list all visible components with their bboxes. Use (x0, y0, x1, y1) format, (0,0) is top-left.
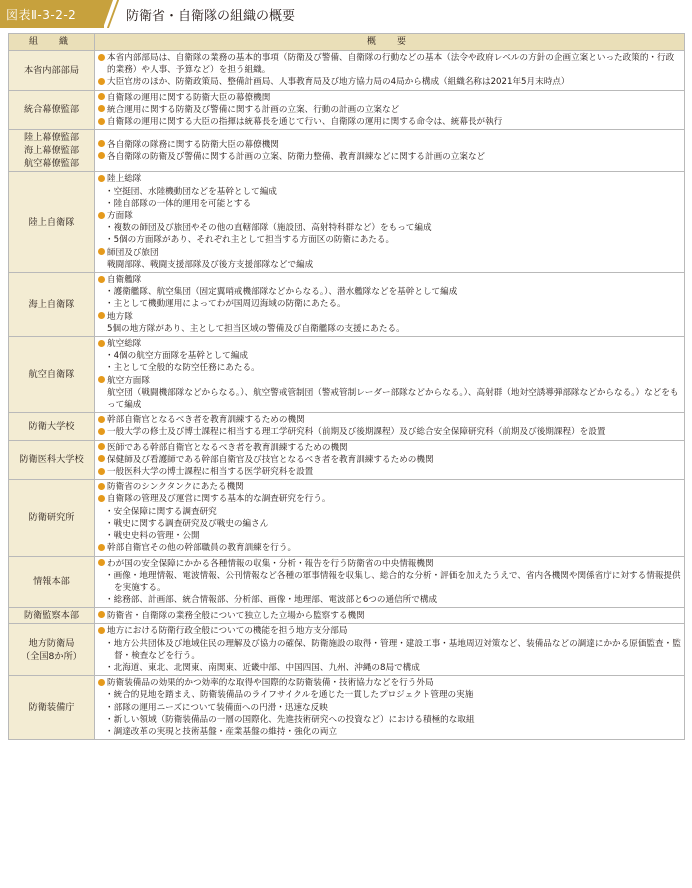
summary-cell (95, 337, 685, 413)
summary-sub-item (98, 702, 681, 714)
summary-bullet-item (98, 481, 681, 493)
summary-text (98, 259, 681, 271)
table-row (9, 51, 685, 91)
summary-cell (95, 130, 685, 172)
summary-line-text: 各自衛隊の隊務に関する防衛大臣の幕僚機関 (107, 139, 279, 150)
summary-bullet-item (98, 92, 681, 104)
table-row (9, 480, 685, 556)
summary-bullet-item (98, 466, 681, 478)
summary-line-text: 航空団（戦闘機部隊などからなる。）、航空警戒管制団（警戒管制レーダー部隊などからなる。）、高射群（地対空誘導弾部隊などからなる。）などをもって編成 (107, 387, 679, 411)
summary-line-text: 地方隊 (107, 311, 133, 322)
org-name-cell (9, 90, 95, 130)
summary-line-text: 大臣官房のほか、防衛政策局、整備計画局、人事教育局及び地方協力局の4局から構成（組織名称は2021年5月末時点） (107, 77, 570, 88)
figure-label: 図表Ⅱ-3-2-2 (0, 0, 104, 28)
bullet-dot-icon (98, 312, 105, 319)
summary-line-text: 自衛艦隊 (107, 275, 142, 286)
summary-sub-item (98, 298, 681, 310)
bullet-dot-icon (98, 544, 105, 551)
summary-cell (95, 90, 685, 130)
org-name: 防衛大学校 (28, 420, 75, 432)
summary-line-text: 一般大学の修士及び博士課程に相当する理工学研究科（前期及び後期課程）及び総合安全保障研究科（前期及び後期課程）を設置 (107, 427, 606, 438)
summary-cell (95, 676, 685, 740)
summary-sub-item (98, 638, 681, 662)
summary-cell (95, 440, 685, 480)
summary-line-text: 自衛隊の運用に関する大臣の指揮は統幕長を通じて行い、自衛隊の運用に関する命令は、統幕長が執行 (107, 117, 503, 128)
summary-line-text: 陸上総隊 (107, 174, 142, 185)
org-name: 陸上自衛隊 (28, 216, 75, 228)
summary-line-text: 地方における防衛行政全般についての機能を担う地方支分部局 (107, 626, 348, 637)
summary-line-text: ・地方公共団体及び地域住民の理解及び協力の確保、防衛施設の取得・管理・建設工事・基地周辺対策など、装備品などの調達にかかる原価監査・監督・検査などを行う。 (105, 638, 681, 661)
summary-sub-item (98, 662, 681, 674)
summary-sub-item (98, 518, 681, 530)
summary-sub-item (98, 222, 681, 234)
table-row (9, 130, 685, 172)
bullet-dot-icon (98, 468, 105, 475)
summary-sub-item (98, 570, 681, 594)
summary-bullet-item (98, 625, 681, 637)
summary-line-text: 師団及び旅団 (107, 247, 159, 258)
bullet-dot-icon (98, 78, 105, 85)
summary-bullet-item (98, 610, 681, 622)
summary-cell (95, 556, 685, 608)
summary-line-text: 防衛装備品の効果的かつ効率的な取得や国際的な防衛装備・技術協力などを行う外局 (107, 678, 434, 689)
summary-line-text: 本省内部部局は、自衛隊の業務の基本的事項（防衛及び警備、自衛隊の行動などの基本（法令や政府レベルの方針の企画立案といった政策的・行政的業務）や人事、予算など）を担う組織。 (107, 53, 675, 76)
table-header-row (9, 34, 685, 51)
summary-line-text: ・主として機動運用によってわが国周辺海域の防衛にあたる。 (105, 299, 346, 310)
summary-line-text: ・空挺団、水陸機動団などを基幹として編成 (105, 186, 277, 197)
summary-line-text: ・主として全般的な防空任務にあたる。 (105, 363, 260, 374)
summary-line-text: ・戦史に関する調査研究及び戦史の編さん (105, 518, 269, 529)
organization-table (8, 33, 685, 740)
column-header-summary: 概 要 (95, 34, 685, 51)
summary-line-text: 方面隊 (107, 211, 133, 222)
bullet-dot-icon (98, 495, 105, 502)
summary-line-text: ・調達改革の実現と技術基盤・産業基盤の維持・強化の両立 (105, 727, 338, 737)
org-name-cell (9, 556, 95, 608)
org-name-cell (9, 51, 95, 91)
org-name-cell (9, 624, 95, 676)
bullet-dot-icon (98, 443, 105, 450)
summary-line-text: ・5個の方面隊があり、それぞれ主として担当する方面区の防衛にあたる。 (105, 235, 395, 246)
summary-bullet-item (98, 151, 681, 163)
summary-line-text: ・安全保障に関する調査研究 (105, 506, 217, 517)
summary-line-text: ・戦史史料の管理・公開 (105, 531, 200, 542)
summary-cell (95, 624, 685, 676)
summary-cell (95, 51, 685, 91)
bullet-dot-icon (98, 428, 105, 435)
summary-text (98, 387, 681, 411)
summary-line-text: 一般医科大学の博士課程に相当する医学研究科を設置 (107, 467, 314, 478)
table-body (9, 51, 685, 740)
summary-cell (95, 413, 685, 440)
summary-sub-item (98, 234, 681, 246)
summary-line-text: わが国の安全保障にかかる各種情報の収集・分析・報告を行う防衛省の中央情報機関 (107, 558, 434, 569)
bullet-dot-icon (98, 483, 105, 490)
figure-title: 防衛省・自衛隊の組織の概要 (126, 8, 296, 24)
org-name-cell (9, 273, 95, 337)
org-name: 防衛装備庁 (28, 702, 75, 714)
summary-sub-item (98, 594, 681, 606)
org-name: 防衛研究所 (28, 512, 75, 524)
bullet-dot-icon (98, 416, 105, 423)
figure-header (0, 0, 692, 28)
summary-bullet-item (98, 173, 681, 185)
summary-sub-item (98, 198, 681, 210)
bullet-dot-icon (98, 376, 105, 383)
summary-cell (95, 172, 685, 273)
summary-bullet-item (98, 454, 681, 466)
summary-line-text: 幹部自衛官となるべき者を教育訓練するための機関 (107, 415, 305, 426)
summary-cell (95, 273, 685, 337)
org-name-cell (9, 440, 95, 480)
summary-bullet-item (98, 414, 681, 426)
bullet-dot-icon (98, 54, 105, 61)
org-name: 地方防衛局 （全国8か所） (21, 637, 82, 662)
bullet-dot-icon (98, 118, 105, 125)
table-row (9, 676, 685, 740)
summary-sub-item (98, 286, 681, 298)
summary-cell (95, 480, 685, 556)
bullet-dot-icon (98, 455, 105, 462)
bullet-dot-icon (98, 105, 105, 112)
summary-sub-item (98, 186, 681, 198)
summary-sub-item (98, 689, 681, 701)
summary-bullet-item (98, 442, 681, 454)
summary-cell (95, 608, 685, 624)
summary-bullet-item (98, 542, 681, 554)
org-name: 情報本部 (33, 576, 70, 588)
summary-bullet-item (98, 558, 681, 570)
bullet-dot-icon (98, 276, 105, 283)
org-name-cell (9, 130, 95, 172)
summary-bullet-item (98, 426, 681, 438)
summary-sub-item (98, 350, 681, 362)
org-name-cell (9, 480, 95, 556)
org-name: 本省内部部局 (23, 64, 80, 76)
table-row (9, 273, 685, 337)
summary-line-text: ・複数の師団及び旅団やその他の直轄部隊（施設団、高射特科群など）をもって編成 (105, 223, 432, 234)
org-name-cell (9, 608, 95, 624)
summary-line-text: ・護衛艦隊、航空集団（固定翼哨戒機部隊などからなる。）、潜水艦隊などを基幹として編成 (105, 287, 458, 298)
summary-line-text: ・新しい領域（防衛装備品の一層の国際化、先進技術研究への投資など）における積極的な取組 (105, 714, 475, 725)
summary-bullet-item (98, 677, 681, 689)
bullet-dot-icon (98, 611, 105, 618)
summary-line-text: ・陸自部隊の一体的運用を可能とする (105, 198, 252, 209)
summary-line-text: 航空総隊 (107, 339, 142, 350)
column-header-org: 組 織 (9, 34, 95, 51)
bullet-dot-icon (98, 248, 105, 255)
table-row (9, 608, 685, 624)
org-name: 海上自衛隊 (28, 299, 75, 310)
summary-bullet-item (98, 274, 681, 286)
org-name: 統合幕僚監部 (23, 104, 80, 116)
table-row (9, 440, 685, 480)
bullet-dot-icon (98, 175, 105, 182)
summary-bullet-item (98, 52, 681, 76)
summary-line-text: 幹部自衛官その他の幹部職員の教育訓練を行う。 (107, 543, 297, 554)
summary-bullet-item (98, 116, 681, 128)
summary-line-text: 5個の地方隊があり、主として担当区域の警備及び自衛艦隊の支援にあたる。 (107, 323, 405, 334)
bullet-dot-icon (98, 212, 105, 219)
summary-bullet-item (98, 375, 681, 387)
summary-line-text: ・総務部、計画部、統合情報部、分析部、画像・地理部、電波部と6つの通信所で構成 (105, 595, 438, 606)
summary-text (98, 323, 681, 335)
bullet-dot-icon (98, 140, 105, 147)
org-name-cell (9, 676, 95, 740)
summary-sub-item (98, 530, 681, 542)
summary-line-text: 自衛隊の管理及び運営に関する基本的な調査研究を行う。 (107, 494, 331, 505)
org-name: 陸上幕僚監部 海上幕僚監部 航空幕僚監部 (23, 132, 80, 170)
summary-sub-item (98, 714, 681, 726)
org-name-cell (9, 337, 95, 413)
org-name: 防衛監察本部 (23, 610, 80, 622)
summary-line-text: ・部隊の運用ニーズについて装備面への円滑・迅速な反映 (105, 702, 328, 713)
table-row (9, 90, 685, 130)
summary-line-text: 防衛省のシンクタンクにあたる機関 (107, 482, 244, 493)
summary-line-text: ・画像・地理情報、電波情報、公刊情報など各種の軍事情報を収集し、総合的な分析・評価を加えたうえで、省内各機関や関係省庁に対する情報提供を実施する。 (105, 570, 681, 593)
summary-line-text: ・統合的見地を踏まえ、防衛装備品のライフサイクルを通じた一貫したプロジェクト管理の実施 (105, 690, 474, 701)
org-name-cell (9, 413, 95, 440)
org-name: 航空自衛隊 (28, 369, 75, 381)
summary-line-text: 戦闘部隊、戦闘支援部隊及び後方支援部隊などで編成 (107, 259, 314, 270)
summary-line-text: 各自衛隊の防衛及び警備に関する計画の立案、防衛力整備、教育訓練などに関する計画の立案など (107, 151, 486, 162)
bullet-dot-icon (98, 627, 105, 634)
table-row (9, 413, 685, 440)
summary-bullet-item (98, 338, 681, 350)
bullet-dot-icon (98, 340, 105, 347)
summary-line-text: ・北海道、東北、北関東、南関東、近畿中部、中国四国、九州、沖縄の8局で構成 (105, 662, 420, 673)
summary-line-text: 医師である幹部自衛官となるべき者を教育訓練するための機関 (107, 442, 348, 453)
summary-sub-item (98, 726, 681, 738)
bullet-dot-icon (98, 93, 105, 100)
summary-line-text: 航空方面隊 (107, 375, 150, 386)
table-row (9, 624, 685, 676)
summary-sub-item (98, 506, 681, 518)
summary-line-text: 保健師及び看護師である幹部自衛官及び技官となるべき者を教育訓練するための機関 (107, 454, 434, 465)
summary-line-text: 防衛省・自衛隊の業務全般について独立した立場から監察する機関 (107, 610, 365, 621)
summary-line-text: 統合運用に関する防衛及び警備に関する計画の立案、行動の計画の立案など (107, 104, 400, 115)
summary-bullet-item (98, 311, 681, 323)
summary-bullet-item (98, 247, 681, 259)
summary-bullet-item (98, 76, 681, 88)
bullet-dot-icon (98, 152, 105, 159)
bullet-dot-icon (98, 679, 105, 686)
table-row (9, 172, 685, 273)
summary-line-text: ・4個の航空方面隊を基幹として編成 (105, 351, 248, 362)
summary-line-text: 自衛隊の運用に関する防衛大臣の幕僚機関 (107, 92, 271, 103)
bullet-dot-icon (98, 559, 105, 566)
table-row (9, 337, 685, 413)
summary-sub-item (98, 362, 681, 374)
summary-bullet-item (98, 139, 681, 151)
summary-bullet-item (98, 493, 681, 505)
org-name-cell (9, 172, 95, 273)
table-row (9, 556, 685, 608)
org-name: 防衛医科大学校 (19, 454, 84, 466)
summary-bullet-item (98, 104, 681, 116)
summary-bullet-item (98, 210, 681, 222)
